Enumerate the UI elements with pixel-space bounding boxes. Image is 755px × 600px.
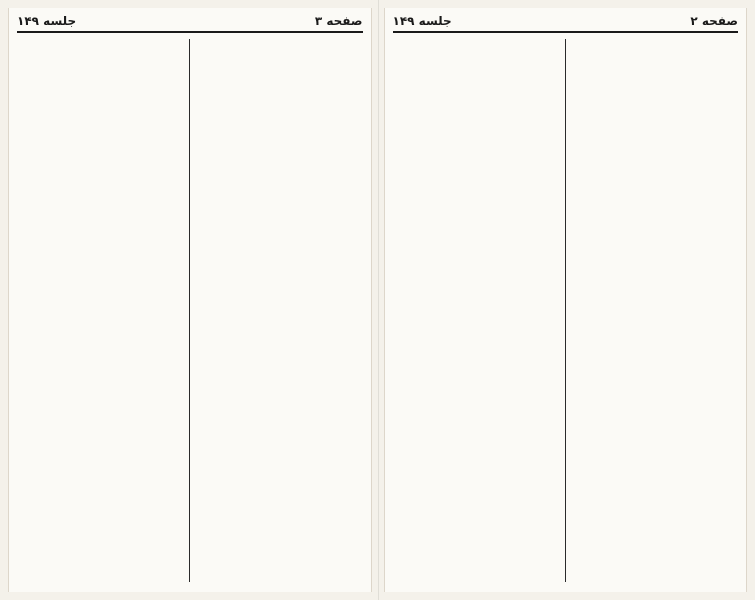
left-page-number: صفحه ۳ [314, 14, 363, 28]
right-page-column-right [576, 39, 738, 582]
left-column-divider [189, 39, 190, 582]
left-page-column-right [200, 39, 362, 582]
left-session-number: جلسه ۱۴۹ [17, 14, 77, 28]
right-page-number: صفحه ۲ [690, 14, 738, 28]
left-page-columns [17, 39, 363, 582]
left-page-column-left [17, 39, 179, 582]
right-page [384, 8, 748, 592]
right-page-columns [393, 39, 739, 582]
left-page [8, 8, 372, 592]
spread-gutter [378, 0, 379, 600]
right-session-number: جلسه ۱۴۹ [392, 14, 452, 28]
right-column-divider [565, 39, 566, 582]
right-page-header [393, 14, 739, 33]
right-page-column-left [393, 39, 555, 582]
left-page-header [17, 14, 363, 33]
